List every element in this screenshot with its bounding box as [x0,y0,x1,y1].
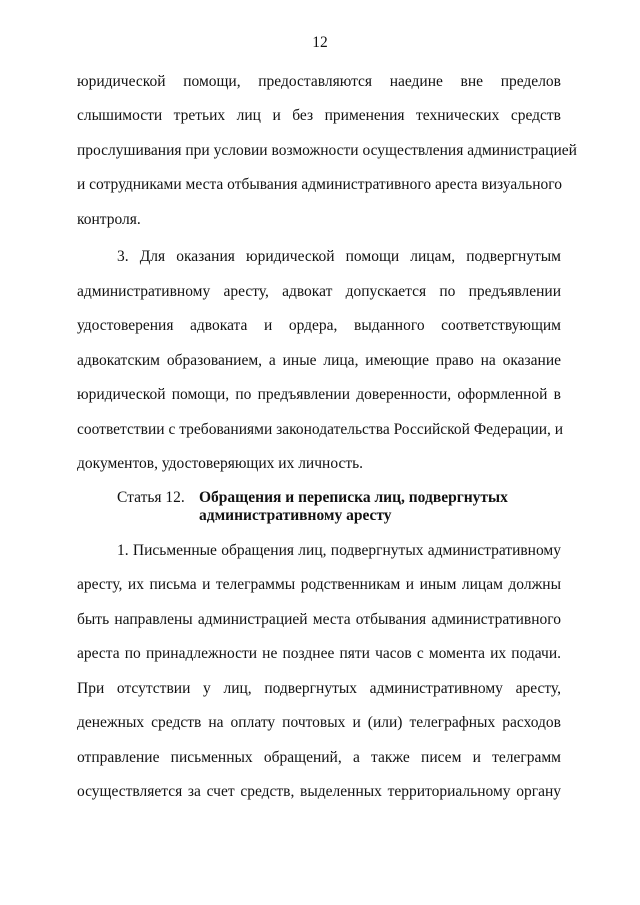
page-number: 12 [312,34,328,51]
article-label: Статья 12. [117,489,185,506]
para3-line-7: отправление письменных обращений, а также писем и телеграмм [77,749,561,766]
para3-line-1: 1. Письменные обращения лиц, подвергнутых административному [117,542,561,559]
para2-line-4: адвокатским образованием, а иные лица, имеющие право на оказание [77,352,561,369]
para2-line-7: документов, удостоверяющих их личность. [77,455,364,472]
para1-line-4: и сотрудниками места отбывания административного ареста визуального [77,176,562,193]
para2-line-1: 3. Для оказания юридической помощи лицам, подвергнутым [117,248,561,265]
para1-line-3: прослушивания при условии возможности осуществления администрацией [77,142,577,159]
para3-line-4: ареста по принадлежности не позднее пяти часов с момента их подачи. [77,645,561,662]
para3-line-3: быть направлены администрацией места отбывания административного [77,611,561,628]
para2-line-3: удостоверения адвоката и ордера, выданного соответствующим [77,317,561,334]
para2-line-2: административному аресту, адвокат допускается по предъявлении [77,283,561,300]
para3-line-2: аресту, их письма и телеграммы родственникам и иным лицам должны [77,576,561,593]
article-title-line-1: Обращения и переписка лиц, подвергнутых [199,489,508,506]
para3-line-8: осуществляется за счет средств, выделенных территориальному органу [77,783,561,800]
para1-line-1: юридической помощи, предоставляются наедине вне пределов [77,73,561,90]
para1-line-5: контроля. [77,211,141,228]
para3-line-5: При отсутствии у лиц, подвергнутых административному аресту, [77,680,561,697]
para2-line-6: соответствии с требованиями законодательства Российской Федерации, и [77,421,564,438]
para3-line-6: денежных средств на оплату почтовых и (или) телеграфных расходов [77,714,561,731]
article-title-line-2: административному аресту [199,507,392,524]
para1-line-2: слышимости третьих лиц и без применения технических средств [77,107,561,124]
para2-line-5: юридической помощи, по предъявлении доверенности, оформленной в [77,386,561,403]
